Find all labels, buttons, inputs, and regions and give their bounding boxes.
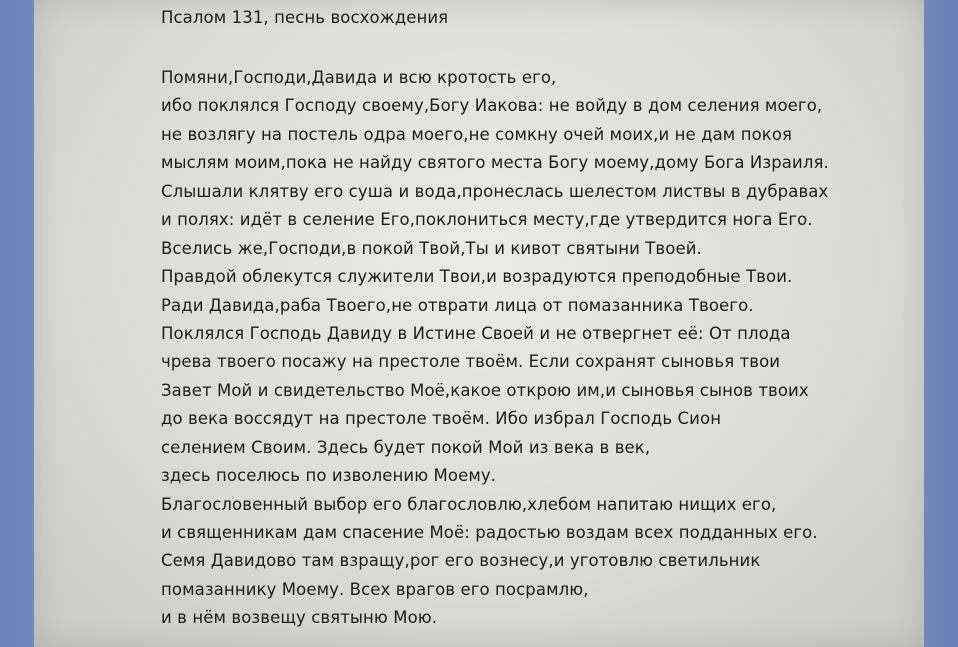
text-line: Поклялся Господь Давиду в Истине Своей и не отвергнет её: От плода [161, 323, 791, 343]
text-line: и священникам дам спасение Моё: радостью воздам всех подданных его. [161, 523, 818, 542]
text-line: здесь поселюсь по изволению Моему. [161, 466, 497, 486]
left-background-strip [0, 0, 34, 647]
text-line: Слышали клятву его суша и вода,пронеслась шелестом листвы в дубравах [161, 181, 829, 201]
text-line: Семя Давидово там взращу,рог его вознесу,и уготовлю светильник [161, 551, 761, 571]
document-title: Псалом 131, песнь восхождения [161, 8, 449, 27]
text-line: не возлягу на постель одра моего,не сомкну очей моих,и не дам покоя [161, 124, 793, 144]
text-line: Завет Мой и свидетельство Моё,какое открою им,и сыновья сынов твоих [161, 380, 809, 400]
text-line: Помяни,Господи,Давида и всю кротость его, [161, 68, 557, 87]
text-line: Правдой облекутся служители Твои,и возрадуются преподобные Твои. [161, 267, 793, 287]
text-line: помазаннику Моему. Всех врагов его посрамлю, [161, 579, 589, 599]
text-line: ибо поклялся Господу своему,Богу Иакова: не войду в дом селения моего, [161, 96, 823, 116]
text-line: Ради Давида,раба Твоего,не отврати лица от помазанника Твоего. [161, 295, 754, 315]
text-line: Благословенный выбор его благословлю,хлебом напитаю нищих его, [161, 494, 777, 514]
text-line: до века воссядут на престоле твоём. Ибо избрал Господь Сион [161, 409, 722, 429]
text-line: и полях: идёт в селение Его,поклониться месту,где утвердится нога Его. [161, 210, 813, 230]
document-page [34, 0, 924, 647]
text-line: Вселись же,Господи,в покой Твой,Ты и кивот святыни Твоей. [161, 238, 702, 258]
text-line: селением Своим. Здесь будет покой Мой из века в век, [161, 437, 651, 457]
text-line: мыслям моим,пока не найду святого места Богу моему,дому Бога Израиля. [161, 153, 829, 173]
right-background-strip [924, 0, 958, 647]
psalm-text [161, 64, 829, 633]
text-line: чрева твоего посажу на престоле твоём. Если сохранят сыновья твои [161, 352, 781, 372]
text-line: и в нём возвещу святыню Мою. [161, 608, 438, 628]
